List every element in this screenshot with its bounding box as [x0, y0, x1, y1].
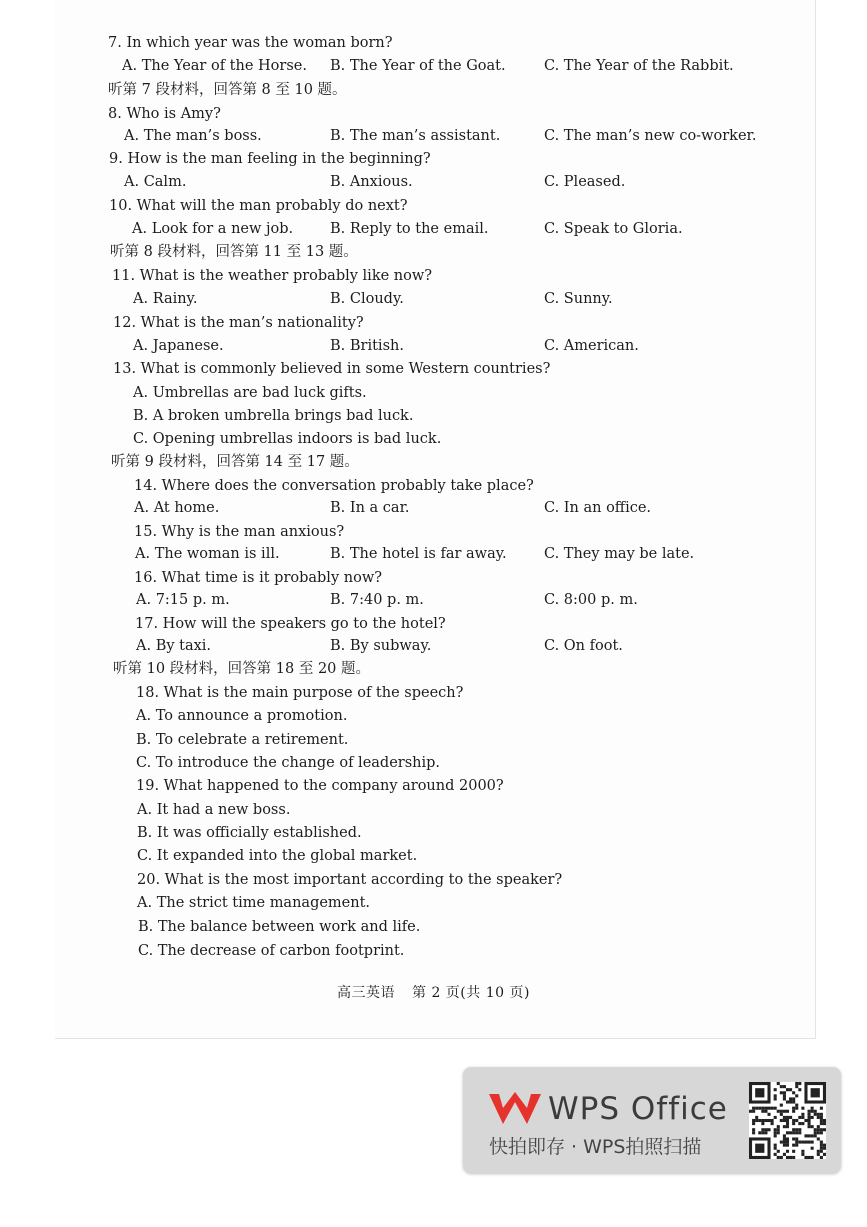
answer-option: B. To celebrate a retirement. [136, 732, 349, 748]
answer-options-row [0, 382, 867, 404]
answer-option: A. It had a new boss. [137, 802, 291, 818]
answer-option: C. The man’s new co-worker. [544, 128, 757, 144]
answer-options-row [0, 543, 867, 565]
question-text: 19. What happened to the company around 2000? [136, 778, 504, 794]
answer-option: C. Opening umbrellas indoors is bad luck. [133, 431, 442, 447]
answer-option: B. The hotel is far away. [330, 546, 507, 562]
answer-option: C. Pleased. [544, 174, 626, 190]
answer-options-row [0, 845, 867, 867]
answer-option: A. At home. [134, 500, 220, 516]
wps-logo-icon [487, 1090, 543, 1128]
question-text: 9. How is the man feeling in the beginning? [109, 151, 431, 167]
answer-option: B. The balance between work and life. [138, 919, 421, 935]
answer-option: C. Speak to Gloria. [544, 221, 683, 237]
answer-option: C. The Year of the Rabbit. [544, 58, 734, 74]
answer-option: C. They may be late. [544, 546, 695, 562]
answer-option: A. To announce a promotion. [136, 708, 348, 724]
answer-option: A. The Year of the Horse. [122, 58, 307, 74]
question-text: 12. What is the man’s nationality? [113, 315, 364, 331]
answer-option: B. 7:40 p. m. [330, 592, 424, 608]
answer-option: B. A broken umbrella brings bad luck. [133, 408, 414, 424]
answer-options-row [0, 125, 867, 147]
wps-tagline: 快拍即存 · WPS拍照扫描 [489, 1136, 702, 1158]
answer-option: A. By taxi. [136, 638, 212, 654]
question-text: 15. Why is the man anxious? [134, 524, 345, 540]
answer-option: A. Japanese. [133, 338, 224, 354]
answer-options-row [0, 288, 867, 310]
question-stem [0, 521, 867, 543]
answer-option: B. Anxious. [330, 174, 413, 190]
answer-option: B. British. [330, 338, 404, 354]
answer-options-row [0, 940, 867, 962]
qr-code-icon [749, 1082, 826, 1159]
question-text: 16. What time is it probably now? [134, 570, 383, 586]
answer-option: C. It expanded into the global market. [137, 848, 418, 864]
answer-option: C. Sunny. [544, 291, 613, 307]
page-footer [0, 982, 867, 1002]
answer-option: A. Look for a new job. [132, 221, 294, 237]
question-stem [0, 103, 867, 125]
answer-option: C. In an office. [544, 500, 652, 516]
answer-options-row [0, 705, 867, 727]
answer-options-row [0, 822, 867, 844]
wps-watermark [463, 1067, 841, 1173]
question-stem [0, 265, 867, 287]
question-text: 17. How will the speakers go to the hotel? [135, 616, 446, 632]
question-stem [0, 195, 867, 217]
section-instruction-text: 听第 8 段材料，回答第 11 至 13 题。 [110, 244, 358, 260]
answer-options-row [0, 497, 867, 519]
answer-options-row [0, 405, 867, 427]
question-stem [0, 358, 867, 380]
section-instruction [0, 79, 867, 101]
answer-option: A. The strict time management. [137, 895, 371, 911]
answer-option: B. Reply to the email. [330, 221, 489, 237]
question-text: 18. What is the main purpose of the speech? [136, 685, 464, 701]
answer-option: C. American. [544, 338, 639, 354]
section-instruction-text: 听第 9 段材料，回答第 14 至 17 题。 [111, 454, 359, 470]
answer-options-row [0, 589, 867, 611]
question-stem [0, 312, 867, 334]
question-stem [0, 148, 867, 170]
answer-options-row [0, 892, 867, 914]
question-stem [0, 475, 867, 497]
answer-option: A. Umbrellas are bad luck gifts. [133, 385, 367, 401]
section-instruction-text: 听第 10 段材料，回答第 18 至 20 题。 [113, 661, 371, 677]
question-text: 10. What will the man probably do next? [109, 198, 408, 214]
question-stem [0, 869, 867, 891]
section-instruction [0, 241, 867, 263]
question-text: 14. Where does the conversation probably take place? [134, 478, 534, 494]
question-text: 7. In which year was the woman born? [108, 35, 393, 51]
answer-options-row [0, 428, 867, 450]
answer-options-row [0, 916, 867, 938]
answer-option: A. The man’s boss. [124, 128, 262, 144]
answer-options-row [0, 635, 867, 657]
question-stem [0, 613, 867, 635]
answer-option: A. 7:15 p. m. [136, 592, 230, 608]
question-stem [0, 682, 867, 704]
answer-option: C. The decrease of carbon footprint. [138, 943, 405, 959]
question-stem [0, 567, 867, 589]
answer-option: B. The man’s assistant. [330, 128, 501, 144]
question-text: 8. Who is Amy? [108, 106, 221, 122]
answer-options-row [0, 752, 867, 774]
answer-option: B. In a car. [330, 500, 410, 516]
answer-options-row [0, 335, 867, 357]
section-instruction [0, 658, 867, 680]
answer-options-row [0, 218, 867, 240]
footer-subject: 高三英语 [337, 985, 396, 1001]
section-instruction-text: 听第 7 段材料，回答第 8 至 10 题。 [108, 82, 347, 98]
answer-option: B. The Year of the Goat. [330, 58, 506, 74]
answer-options-row [0, 171, 867, 193]
answer-option: C. 8:00 p. m. [544, 592, 638, 608]
answer-option: C. On foot. [544, 638, 623, 654]
question-stem [0, 775, 867, 797]
answer-options-row [0, 729, 867, 751]
answer-option: A. The woman is ill. [135, 546, 280, 562]
answer-options-row [0, 799, 867, 821]
question-text: 13. What is commonly believed in some Western countries? [113, 361, 551, 377]
answer-option: A. Calm. [124, 174, 187, 190]
answer-option: C. To introduce the change of leadership. [136, 755, 441, 771]
question-stem [0, 32, 867, 54]
section-instruction [0, 451, 867, 473]
answer-option: B. By subway. [330, 638, 432, 654]
answer-option: A. Rainy. [133, 291, 198, 307]
question-text: 20. What is the most important according to the speaker? [137, 872, 563, 888]
answer-option: B. Cloudy. [330, 291, 404, 307]
answer-option: B. It was officially established. [137, 825, 362, 841]
footer-page-number: 第 2 页(共 10 页) [412, 985, 530, 1001]
question-text: 11. What is the weather probably like now? [112, 268, 433, 284]
wps-brand: WPS Office [548, 1091, 728, 1127]
answer-options-row [0, 55, 867, 77]
